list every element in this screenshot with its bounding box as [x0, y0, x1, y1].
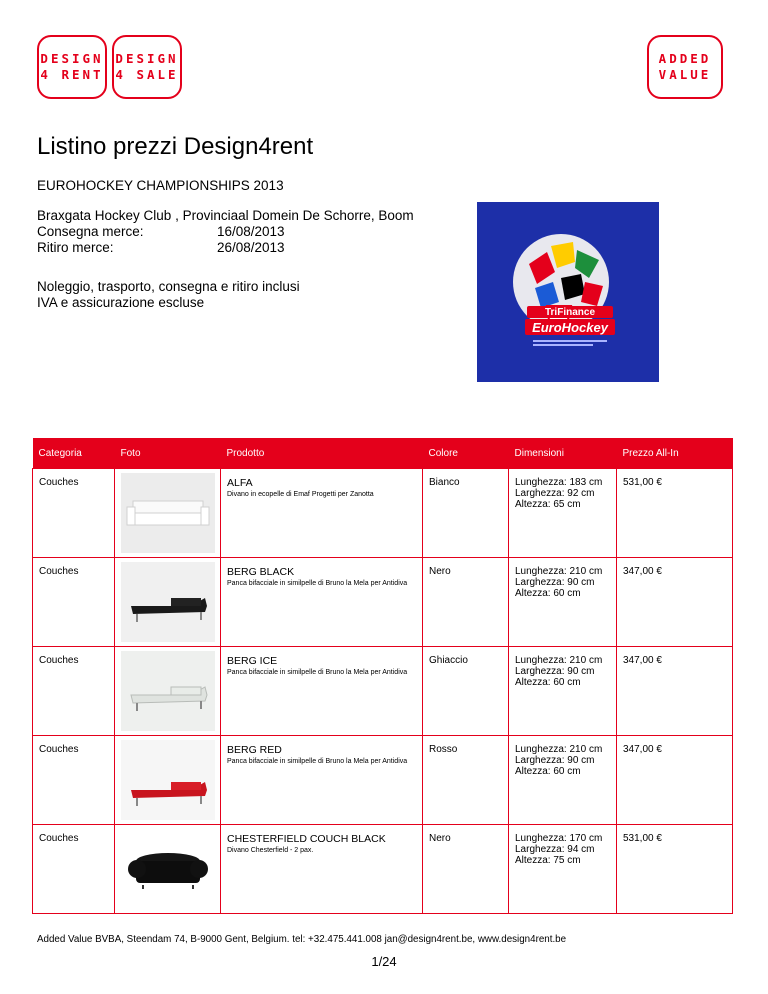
logo-line: 4 SALE [115, 67, 179, 82]
venue-text: Braxgata Hockey Club , Provinciaal Domein De Schorre, Boom [37, 208, 414, 223]
black-bench-photo [121, 562, 215, 642]
logo-line: DESIGN [40, 51, 104, 66]
dimensions-cell [509, 647, 617, 736]
venue-block [37, 208, 414, 256]
dimension-width: Larghezza: 92 cm [515, 488, 595, 499]
table-header-row [33, 438, 733, 469]
product-cell [221, 558, 423, 647]
product-name: ALFA [227, 477, 253, 489]
category-cell: Couches [33, 647, 115, 736]
photo-cell [115, 558, 221, 647]
dimension-length: Lunghezza: 210 cm [515, 655, 603, 666]
dimension-height: Altezza: 60 cm [515, 588, 581, 599]
category-cell: Couches [33, 469, 115, 558]
dimension-length: Lunghezza: 170 cm [515, 833, 603, 844]
logo-line: ADDED [658, 51, 712, 66]
product-cell [221, 647, 423, 736]
color-cell: Nero [423, 558, 509, 647]
dimension-width: Larghezza: 94 cm [515, 844, 595, 855]
photo-cell [115, 647, 221, 736]
price-cell: 531,00 € [617, 469, 733, 558]
table-row [33, 647, 733, 736]
product-cell [221, 825, 423, 914]
table-row [33, 469, 733, 558]
logo-line: 4 RENT [40, 67, 104, 82]
white-sofa-photo [121, 473, 215, 553]
dimension-length: Lunghezza: 183 cm [515, 477, 603, 488]
price-cell: 347,00 € [617, 736, 733, 825]
color-cell: Ghiaccio [423, 647, 509, 736]
dimensions-cell [509, 825, 617, 914]
logo-line: VALUE [658, 67, 712, 82]
photo-cell [115, 825, 221, 914]
product-name: BERG BLACK [227, 566, 295, 578]
ice-bench-photo [121, 651, 215, 731]
header-foto: Foto [115, 438, 221, 469]
header-categoria: Categoria [33, 438, 115, 469]
price-table [32, 438, 733, 914]
delivery-date: 16/08/2013 [217, 224, 285, 239]
product-description: Panca bifacciale in similpelle di Bruno la Mela per Antidiva [227, 758, 408, 765]
product-description: Divano in ecopelle di Emaf Progetti per Zanotta [227, 491, 374, 498]
dimension-height: Altezza: 75 cm [515, 855, 581, 866]
dimension-height: Altezza: 65 cm [515, 499, 581, 510]
event-logo-text: EuroHockey [532, 320, 608, 335]
dimension-height: Altezza: 60 cm [515, 766, 581, 777]
terms-line: Noleggio, trasporto, consegna e ritiro inclusi [37, 279, 300, 294]
price-cell: 347,00 € [617, 647, 733, 736]
event-logo-text: TriFinance [544, 307, 596, 318]
dimensions-cell [509, 469, 617, 558]
design4rent-logo [37, 35, 107, 99]
color-cell: Rosso [423, 736, 509, 825]
event-name: EUROHOCKEY CHAMPIONSHIPS 2013 [37, 178, 284, 193]
header-dimensioni: Dimensioni [509, 438, 617, 469]
product-name: BERG RED [227, 744, 282, 756]
pickup-label: Ritiro merce: [37, 240, 114, 255]
category-cell: Couches [33, 825, 115, 914]
table-row [33, 825, 733, 914]
table-row [33, 736, 733, 825]
product-cell [221, 469, 423, 558]
added-value-logo [647, 35, 723, 99]
pickup-date: 26/08/2013 [217, 240, 285, 255]
photo-cell [115, 469, 221, 558]
terms-block [37, 279, 300, 311]
dimensions-cell [509, 736, 617, 825]
dimension-length: Lunghezza: 210 cm [515, 566, 603, 577]
delivery-row [37, 224, 414, 240]
color-cell: Nero [423, 825, 509, 914]
product-description: Panca bifacciale in similpelle di Bruno la Mela per Antidiva [227, 580, 408, 587]
product-description: Divano Chesterfield - 2 pax. [227, 847, 314, 854]
price-cell: 347,00 € [617, 558, 733, 647]
color-cell: Bianco [423, 469, 509, 558]
dimension-height: Altezza: 60 cm [515, 677, 581, 688]
header-prezzo: Prezzo All-In [617, 438, 733, 469]
dimensions-cell [509, 558, 617, 647]
product-name: CHESTERFIELD COUCH BLACK [227, 833, 386, 845]
photo-cell [115, 736, 221, 825]
pickup-row [37, 240, 414, 256]
dimension-length: Lunghezza: 210 cm [515, 744, 603, 755]
design4sale-logo [112, 35, 182, 99]
delivery-label: Consegna merce: [37, 224, 144, 239]
dimension-width: Larghezza: 90 cm [515, 666, 595, 677]
eurohockey-logo-image [477, 202, 659, 382]
header-colore: Colore [423, 438, 509, 469]
red-bench-photo [121, 740, 215, 820]
category-cell: Couches [33, 558, 115, 647]
table-row [33, 558, 733, 647]
price-cell: 531,00 € [617, 825, 733, 914]
category-cell: Couches [33, 736, 115, 825]
dimension-width: Larghezza: 90 cm [515, 755, 595, 766]
page-title: Listino prezzi Design4rent [37, 133, 314, 160]
footer-address: Added Value BVBA, Steendam 74, B-9000 Gent, Belgium. tel: +32.475.441.008 jan@design4rent.be, www.design4rent.be [37, 934, 567, 945]
header-prodotto: Prodotto [221, 438, 423, 469]
page-number: 1/24 [371, 954, 397, 969]
dimension-width: Larghezza: 90 cm [515, 577, 595, 588]
product-description: Panca bifacciale in similpelle di Bruno la Mela per Antidiva [227, 669, 408, 676]
terms-line: IVA e assicurazione escluse [37, 295, 205, 310]
logo-line: DESIGN [115, 51, 179, 66]
chesterfield-sofa-photo [121, 829, 215, 909]
product-cell [221, 736, 423, 825]
product-name: BERG ICE [227, 655, 278, 667]
